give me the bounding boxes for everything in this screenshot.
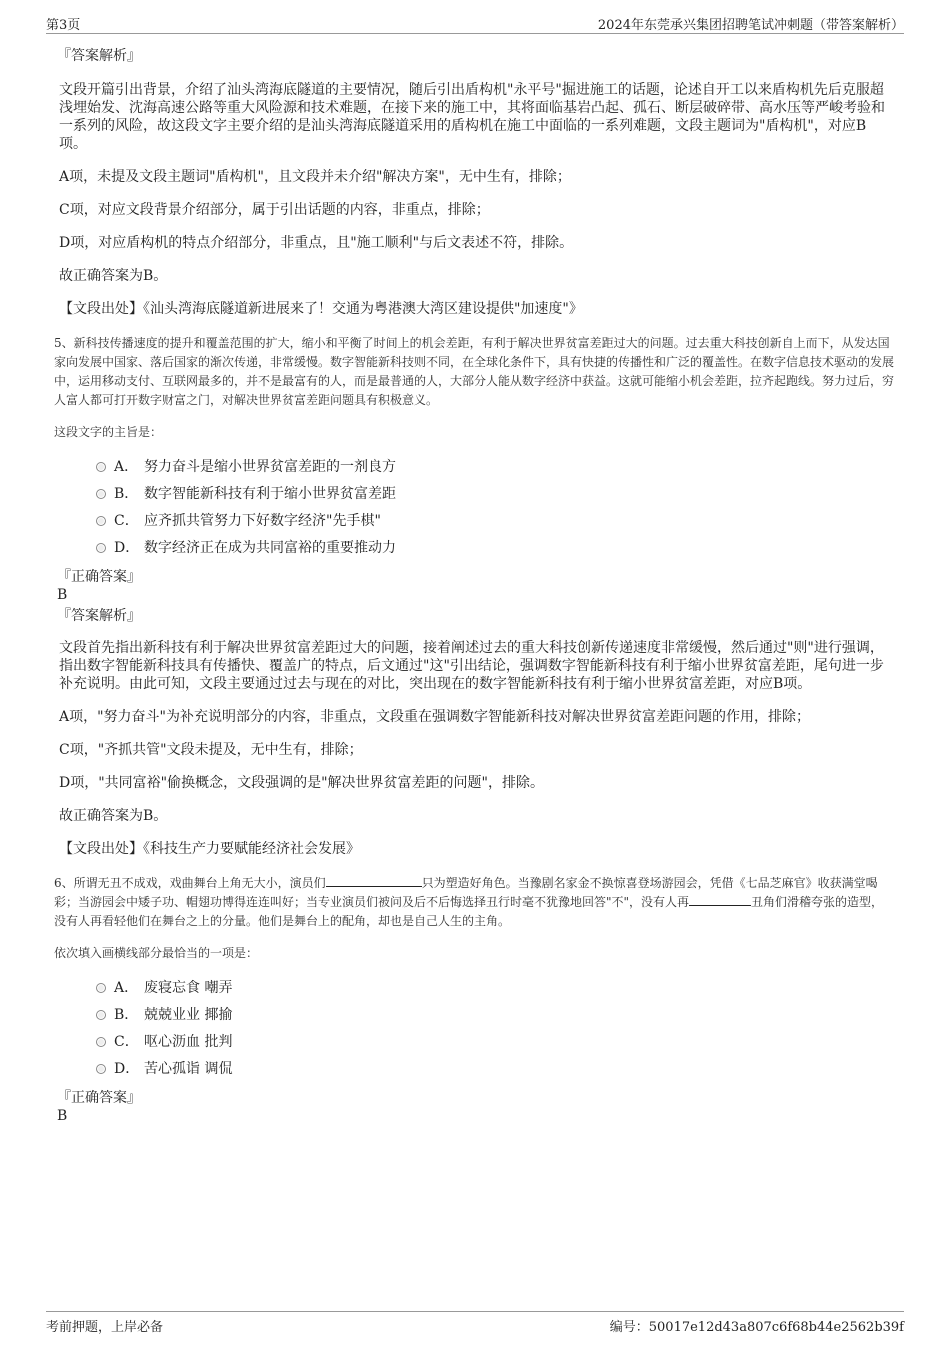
q6-answer: B	[57, 1108, 68, 1124]
fill-blank-2	[689, 893, 751, 906]
radio-icon[interactable]	[96, 1010, 106, 1020]
q5-option-a[interactable]: A． 努力奋斗是缩小世界贫富差距的一剂良方	[96, 454, 950, 481]
q4-analysis-text: 文段开篇引出背景，介绍了汕头湾海底隧道的主要情况，随后引出盾构机"永平号"掘进施工的话题，论述自开工以来盾构机先后克服超浅埋始发、沈海高速公路等重大风险源和技术难题，在接下来的施工中，其将面临基岩凸起、孤石、断层破碎带、高水压等严峻考验和一系列的风险，故这段文字主要介绍的是汕头湾海底隧道采用的盾构机在施工中面临的一系列难题，文段主题词为"盾构机"，对应B项。	[59, 82, 885, 152]
q4-option-c-analysis: C项，对应文段背景介绍部分，属于引出话题的内容，非重点，排除；	[59, 202, 490, 218]
footer-divider	[46, 1311, 904, 1312]
q6-answer-label: 『正确答案』	[57, 1090, 141, 1106]
q4-option-a-analysis: A项，未提及文段主题词"盾构机"，且文段并未介绍"解决方案"，无中生有，排除；	[59, 169, 571, 185]
page-header	[0, 0, 950, 34]
radio-icon[interactable]	[96, 516, 106, 526]
q5-options	[0, 454, 950, 562]
radio-icon[interactable]	[96, 1064, 106, 1074]
q6-options	[0, 975, 950, 1083]
radio-icon[interactable]	[96, 462, 106, 472]
q5-stem: 5、新科技传播速度的提升和覆盖范围的扩大，缩小和平衡了时间上的机会差距，有利于解决世界贫富差距过大的问题。过去重大科技创新自上而下，从发达国家向发展中国家、落后国家的渐次传递，非常缓慢。数字智能新科技则不同，在全球化条件下，具有快捷的传播性和广泛的覆盖性。在数字信息技术驱动的发展中，运用移动支付、互联网最多的，并不是最富有的人，而是最普通的人，大部分人能从数字经济中获益。这就可能缩小机会差距，拉齐起跑线。努力过后，穷人富人都可打开数字财富之门，对解决世界贫富差距问题具有积极意义。	[54, 336, 895, 407]
q6-option-b[interactable]: B． 兢兢业业 揶揄	[96, 1002, 950, 1029]
footer-id: 编号：50017e12d43a807c6f68b44e2562b39f	[609, 1320, 904, 1335]
q5-option-d-analysis: D项，"共同富裕"偷换概念，文段强调的是"解决世界贫富差距的问题"，排除。	[59, 775, 544, 791]
q5-option-d[interactable]: D． 数字经济正在成为共同富裕的重要推动力	[96, 535, 950, 562]
q6-option-d[interactable]: D． 苦心孤诣 调侃	[96, 1056, 950, 1083]
q4-option-d-analysis: D项，对应盾构机的特点介绍部分，非重点，且"施工顺利"与后文表述不符，排除。	[59, 235, 574, 251]
fill-blank-1	[326, 874, 422, 887]
q5-option-c-analysis: C项，"齐抓共管"文段未提及，无中生有，排除；	[59, 742, 363, 758]
q5-answer: B	[57, 587, 68, 603]
page-content	[0, 34, 950, 1125]
q5-option-a-analysis: A项，"努力奋斗"为补充说明部分的内容，非重点，文段重在强调数字智能新科技对解决世界贫富差距问题的作用，排除；	[59, 709, 810, 725]
radio-icon[interactable]	[96, 1037, 106, 1047]
q5-analysis-label: 『答案解析』	[57, 608, 141, 624]
q4-source: 【文段出处】《汕头湾海底隧道新进展来了！交通为粤港澳大湾区建设提供"加速度"》	[59, 301, 583, 317]
q5-option-c[interactable]: C． 应齐抓共管努力下好数字经济"先手棋"	[96, 508, 950, 535]
q5-option-b[interactable]: B． 数字智能新科技有利于缩小世界贫富差距	[96, 481, 950, 508]
q5-conclusion: 故正确答案为B。	[59, 808, 168, 824]
q5-analysis-text: 文段首先指出新科技有利于解决世界贫富差距过大的问题，接着阐述过去的重大科技创新传递速度非常缓慢，然后通过"则"进行强调，指出数字智能新科技具有传播快、覆盖广的特点，后文通过"这"引出结论，强调数字智能新科技有利于缩小世界贫富差距，尾句进一步补充说明。由此可知，文段主要通过过去与现在的对比，突出现在的数字智能新科技有利于缩小世界贫富差距，对应B项。	[59, 640, 884, 692]
page-number: 第3页	[46, 18, 81, 33]
q6-prompt: 依次填入画横线部分最恰当的一项是：	[54, 946, 259, 960]
footer-slogan: 考前押题，上岸必备	[46, 1320, 164, 1335]
q4-analysis-label: 『答案解析』	[57, 48, 141, 64]
q6-option-a[interactable]: A． 废寝忘食 嘲弄	[96, 975, 950, 1002]
q5-prompt: 这段文字的主旨是：	[54, 425, 163, 439]
q5-source: 【文段出处】《科技生产力要赋能经济社会发展》	[59, 841, 360, 857]
radio-icon[interactable]	[96, 543, 106, 553]
q4-conclusion: 故正确答案为B。	[59, 268, 168, 284]
q6-option-c[interactable]: C． 呕心沥血 批判	[96, 1029, 950, 1056]
radio-icon[interactable]	[96, 489, 106, 499]
q6-stem: 6、所谓无丑不成戏，戏曲舞台上角无大小，演员们 只为塑造好角色。当豫剧名家金不换惊喜登场游园会，凭借《七品芝麻官》收获满堂喝彩；当游园会中矮子功、帽翅功博得连连叫好；当专业演员们被问及后不后悔选择丑行时毫不犹豫地回答"不"，没有人再 丑角们滑稽夸张的造型，没有人再看轻他们在舞台之上的分量。他们是舞台上的配角，却也是自己人生的主角。	[54, 876, 884, 928]
document-title: 2024年东莞承兴集团招聘笔试冲刺题（带答案解析）	[597, 18, 904, 33]
radio-icon[interactable]	[96, 983, 106, 993]
q5-answer-label: 『正确答案』	[57, 569, 141, 585]
